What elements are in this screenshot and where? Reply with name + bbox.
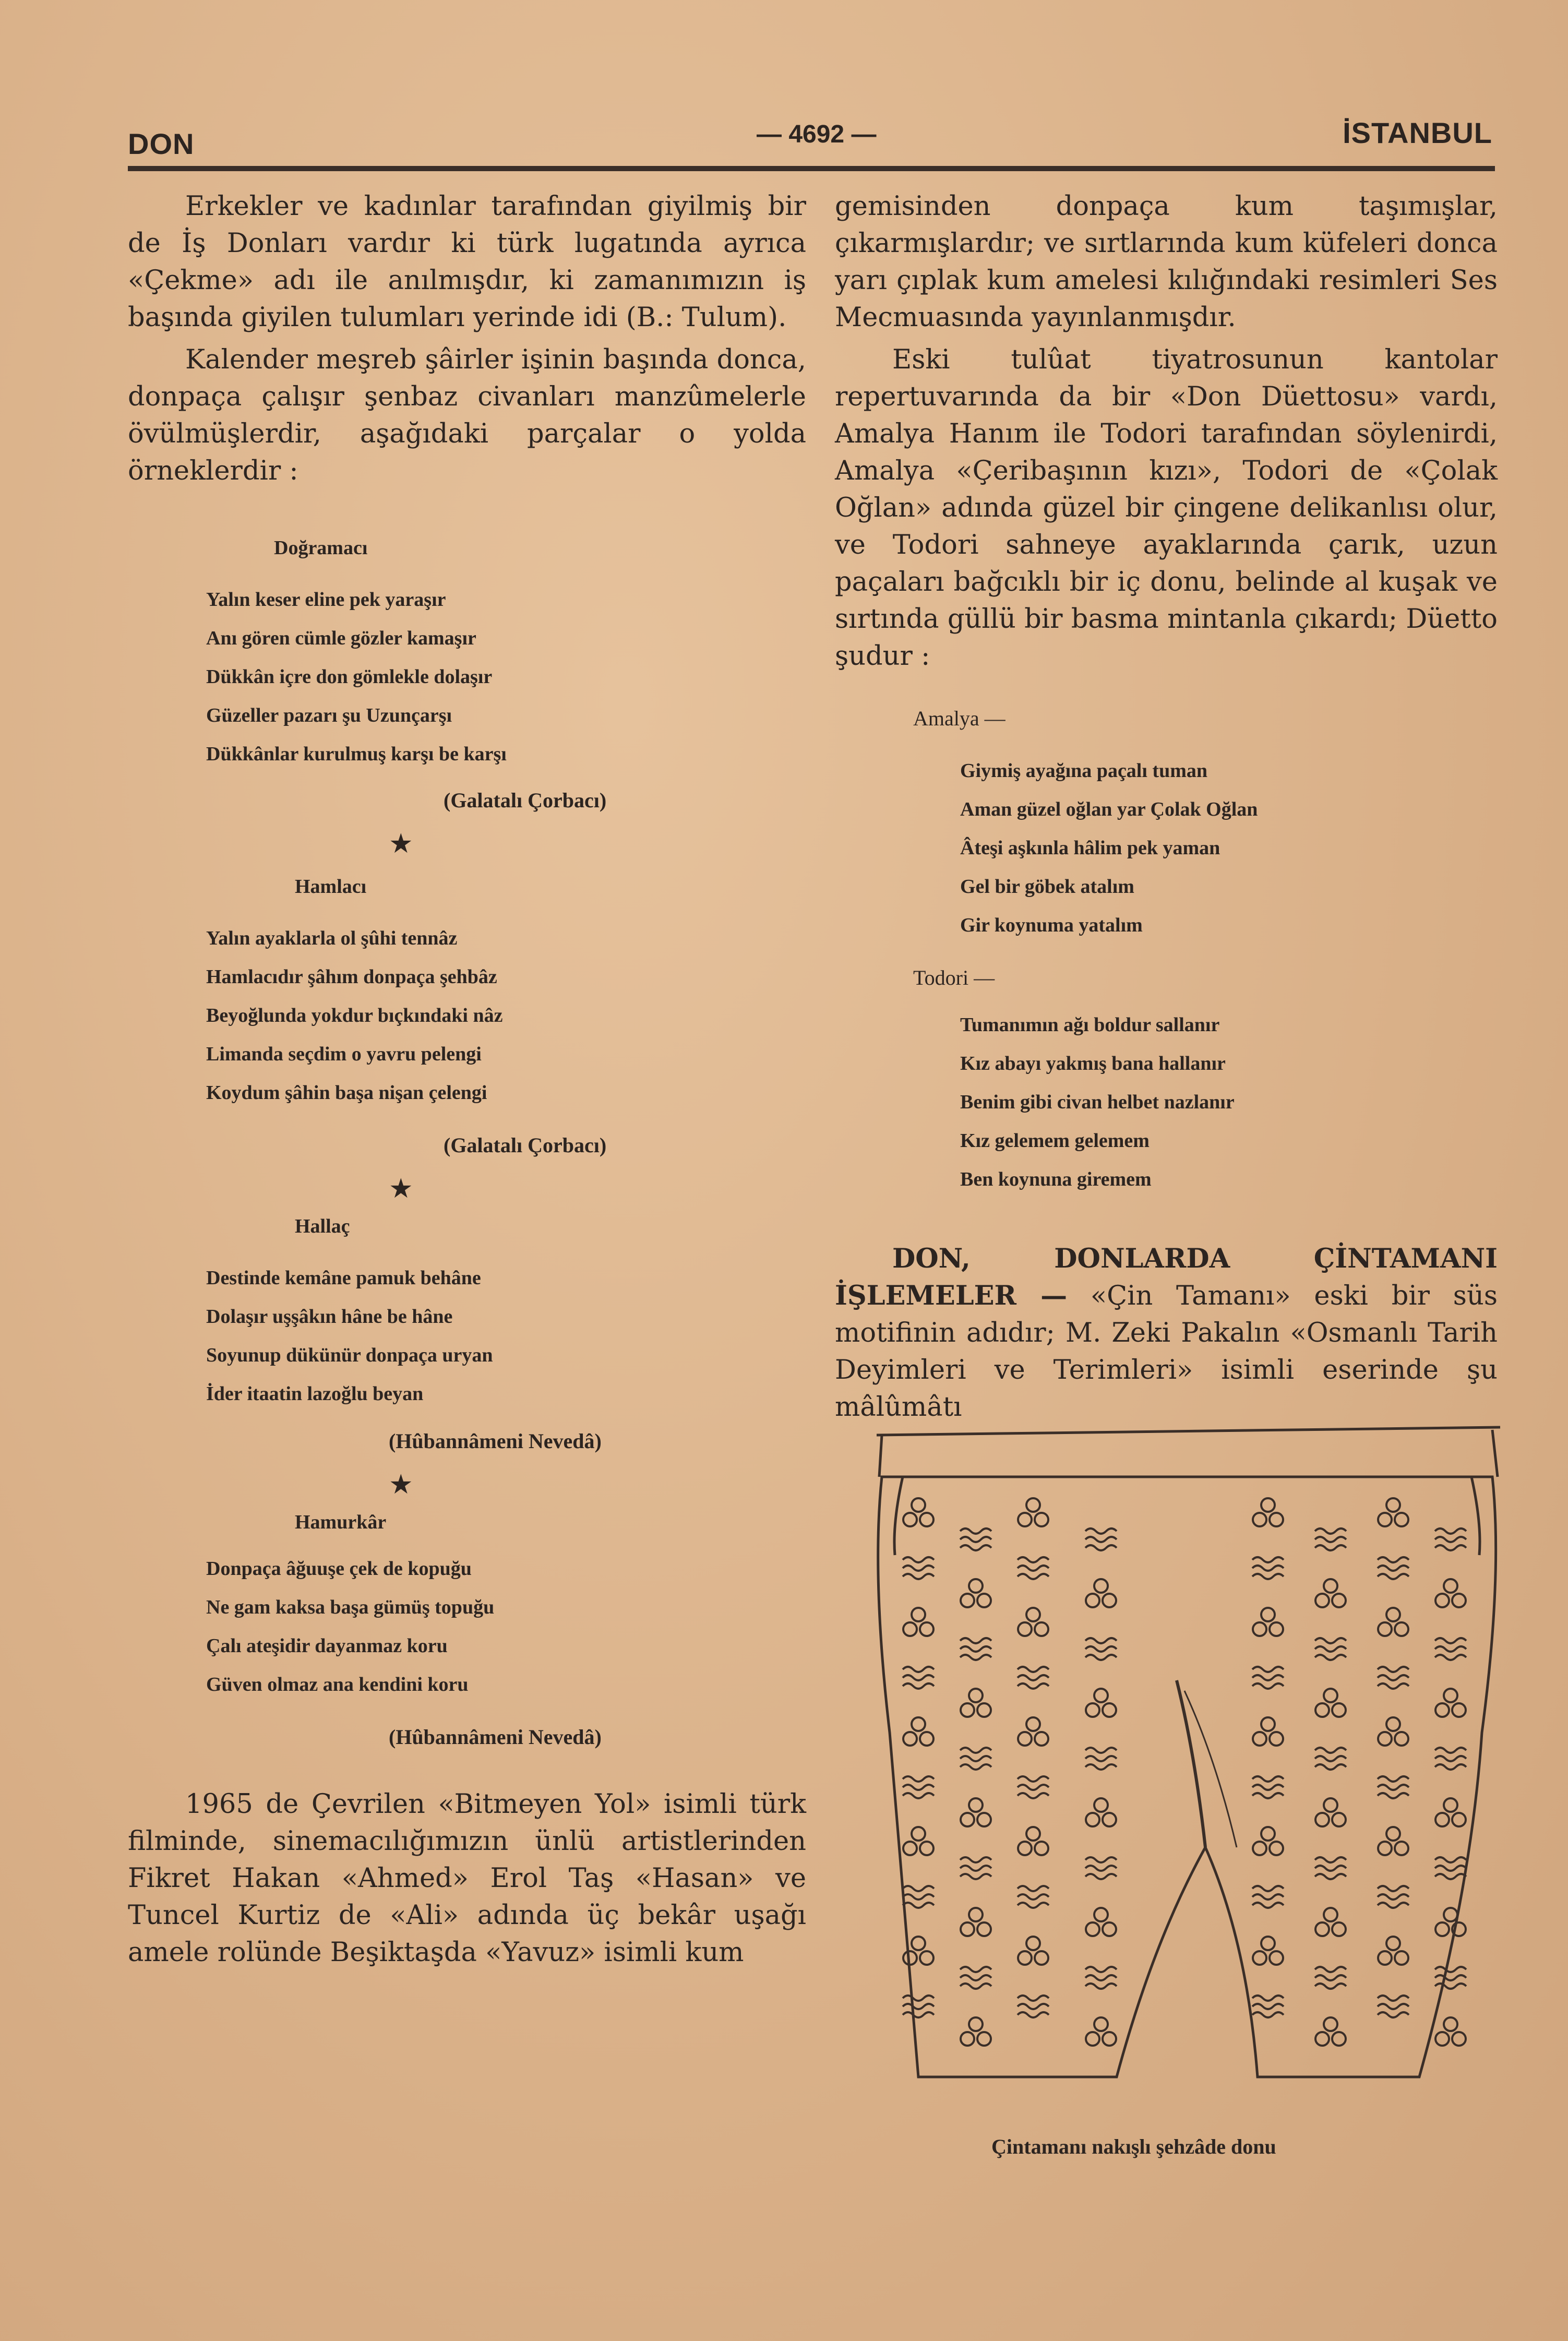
cintamani-motif [1253, 1717, 1283, 1746]
cintamani-motif [1086, 1689, 1116, 1717]
poem-line: Dükkânlar kurulmuş karşı be karşı [206, 743, 507, 765]
cintamani-motif [1435, 1638, 1466, 1660]
poem-block [128, 1511, 806, 1749]
poem-line: Ne gam kaksa başa gümüş topuğu [206, 1596, 495, 1618]
paragraph: gemisinden donpaça kum taşımışlar, çıkarmışlardır; ve sırtlarında kum küfeleri donca yarı çıplak kum amelesi kılığındaki resimleri Ses Mecmuasında yayınlanmışdır. [835, 191, 1498, 333]
cintamani-motif [1252, 1886, 1284, 1908]
speaker-label: Amalya — [913, 707, 1006, 730]
cintamani-motif [1315, 1748, 1346, 1770]
poem-attribution: (Hûbannâmeni Nevedâ) [389, 1725, 602, 1749]
poem-line: Anı gören cümle gözler kamaşır [206, 627, 476, 649]
cintamani-motif [1253, 1608, 1283, 1636]
cintamani-motif [1435, 1908, 1466, 1936]
cintamani-motif [1378, 1717, 1408, 1746]
poem-title: Hamurkâr [295, 1511, 387, 1533]
poem-line: Güven olmaz ana kendini koru [206, 1674, 469, 1695]
cintamani-motif [1435, 1689, 1466, 1717]
cintamani-motif [960, 1967, 991, 1989]
cintamani-motif [1378, 1827, 1408, 1855]
poem-block [128, 536, 806, 813]
cintamani-motif [1315, 1689, 1346, 1717]
cintamani-motif [1378, 1498, 1408, 1526]
poem-title: Doğramacı [274, 537, 368, 559]
poem-line: Beyoğlunda yokdur bıçkındaki nâz [206, 1005, 503, 1026]
cintamani-motif [1315, 1528, 1346, 1550]
header-rule [128, 166, 1495, 171]
cintamani-motif [903, 1608, 933, 1636]
illustration-cintamani-trousers [871, 1419, 1503, 2098]
star-ornament: ★ [389, 1173, 413, 1204]
poem-line: Hamlacıdır şâhım donpaça şehbâz [206, 966, 497, 988]
cintamani-motif [1378, 1667, 1409, 1689]
cintamani-motif [1085, 1857, 1117, 1879]
cintamani-motif [960, 1528, 991, 1550]
duet-part [835, 965, 1498, 1199]
duet-part [835, 706, 1498, 945]
cintamani-motif [1086, 1579, 1116, 1607]
cintamani-motif [1253, 1937, 1283, 1965]
cintamani-motif [1378, 1937, 1408, 1965]
poem-attribution: (Galatalı Çorbacı) [444, 789, 607, 812]
cintamani-motif [1018, 1937, 1048, 1965]
page-number: — 4692 — [757, 121, 877, 148]
poem-lines [206, 1549, 806, 1704]
poem-line: İder itaatin lazoğlu beyan [206, 1383, 424, 1405]
cintamani-motif [1086, 1798, 1116, 1826]
paragraph: Erkekler ve kadınlar tarafından giyilmiş bir de İş Donları vardır ki türk lugatında ayrıca «Çekme» adı ile anılmışdır, ki zamanımızın iş başında giyilen tulumları yerinde idi (B.: Tulum). [128, 191, 806, 333]
poem-line: Soyunup dükünür donpaça uryan [206, 1344, 493, 1366]
poem-line: Çalı ateşidir dayanmaz koru [206, 1635, 448, 1657]
cintamani-motif [1018, 1827, 1048, 1855]
cintamani-motif [1435, 1967, 1466, 1989]
cintamani-motif [1018, 1608, 1048, 1636]
cintamani-motif [1315, 1857, 1346, 1879]
cintamani-motif [1315, 1798, 1346, 1826]
cintamani-motif [1253, 1827, 1283, 1855]
cintamani-motif [1435, 2017, 1466, 2046]
cintamani-motif [1086, 1908, 1116, 1936]
duet-line: Kız abayı yakmış bana hallanır [960, 1053, 1226, 1074]
poem-block [128, 875, 806, 1157]
cintamani-motif [903, 1498, 933, 1526]
cintamani-motif [1435, 1579, 1466, 1607]
cintamani-motif [961, 1579, 991, 1607]
cintamani-motif [1018, 1996, 1049, 2017]
paragraph [835, 1240, 1498, 1426]
cintamani-motif [1435, 1748, 1466, 1770]
paragraph: Eski tulûat tiyatrosunun kantolar repertuvarında da bir «Don Düettosu» vardı, Amalya Hanım ile Todori tarafından söylenirdi, Amalya «Çeribaşının kızı», Todori de «Çolak Oğlan» adında güzel bir çingene delikanlısı olur, ve Todori sahneye ayaklarında çarık, uzun paçaları bağcıklı bir iç donu, belinde al kuşak ve sırtında güllü bir basma mintanla çıkardı; Düetto şudur : [835, 344, 1498, 672]
figure-caption: Çintamanı nakışlı şehzâde donu [991, 2135, 1276, 2158]
trousers-drawing [871, 1419, 1503, 2098]
cintamani-motif [960, 1748, 991, 1770]
cintamani-motif [1315, 1908, 1346, 1936]
cintamani-motif [1378, 1996, 1409, 2017]
cintamani-motif [903, 1717, 933, 1746]
cintamani-motif [961, 1689, 991, 1717]
cintamani-motif [903, 1996, 934, 2017]
poem-attribution: (Hûbannâmeni Nevedâ) [389, 1429, 602, 1453]
cintamani-motif [1435, 1798, 1466, 1826]
duet-line: Aman güzel oğlan yar Çolak Oğlan [960, 798, 1258, 820]
poem-title: Hamlacı [295, 876, 367, 898]
left-column [128, 188, 806, 1971]
running-head-right: İSTANBUL [1343, 116, 1492, 149]
paragraph: 1965 de Çevrilen «Bitmeyen Yol» isimli türk filminde, sinemacılığımızın ünlü artistlerinden Fikret Hakan «Ahmed» Erol Taş «Hasan» ve Tuncel Kurtiz de «Ali» adında üç bekâr uşağı amele rolünde Beşiktaşda «Yavuz» isimli kum [128, 1789, 806, 1968]
poem-title: Hallaç [295, 1215, 350, 1237]
duet-line: Benim gibi civan helbet nazlanır [960, 1091, 1235, 1113]
cintamani-motif [1315, 1967, 1346, 1989]
paragraph: Kalender meşreb şâirler işinin başında donca, donpaça çalışır şenbaz civanları manzûmelerle övülmüşlerdir, aşağıdaki parçalar o yolda örneklerdir : [128, 344, 806, 486]
star-ornament: ★ [389, 1469, 413, 1500]
cintamani-motif [960, 1638, 991, 1660]
duet-lines [960, 751, 1498, 945]
poem-lines [206, 580, 806, 773]
cintamani-motif [1018, 1667, 1049, 1689]
poem-line: Destinde kemâne pamuk behâne [206, 1267, 481, 1289]
poem-line: Dolaşır uşşâkın hâne be hâne [206, 1306, 453, 1328]
cintamani-motif [1252, 1557, 1284, 1579]
poem-line: Koydum şâhin başa nişan çelengi [206, 1082, 487, 1104]
cintamani-motif [1018, 1498, 1048, 1526]
cintamani-motif [1085, 1967, 1117, 1989]
cintamani-motif [1085, 1528, 1117, 1550]
poem-line: Güzeller pazarı şu Uzunçarşı [206, 704, 452, 726]
section-heading: DON, DONLARDA ÇİNTAMANI İŞLEMELER — [835, 1243, 1498, 1311]
cintamani-motif [1085, 1638, 1117, 1660]
running-head-left: DON [128, 127, 195, 160]
cintamani-motif [1252, 1996, 1284, 2017]
poem-attribution: (Galatalı Çorbacı) [444, 1133, 607, 1157]
cintamani-motif [1018, 1717, 1048, 1746]
cintamani-motif [961, 1798, 991, 1826]
cintamani-motif [1252, 1667, 1284, 1689]
poem-line: Limanda seçdim o yavru pelengi [206, 1043, 482, 1065]
cintamani-motif [1018, 1557, 1049, 1579]
poem-line: Dükkân içre don gömlekle dolaşır [206, 666, 493, 688]
duet-line: Ben koynuna giremem [960, 1168, 1152, 1190]
cintamani-motif [1315, 1579, 1346, 1607]
duet-line: Kız gelemem gelemem [960, 1130, 1150, 1152]
duet-line: Giymiş ayağına paçalı tuman [960, 760, 1207, 782]
cintamani-motif [961, 1908, 991, 1936]
duet-line: Gir koynuma yatalım [960, 914, 1143, 936]
duet-lines [960, 1006, 1498, 1199]
cintamani-motif [1378, 1557, 1409, 1579]
cintamani-motif [1253, 1498, 1283, 1526]
cintamani-motif [1378, 1886, 1409, 1908]
cintamani-motif [1435, 1857, 1466, 1879]
poem-block [128, 1215, 806, 1453]
cintamani-motif [1018, 1776, 1049, 1798]
poem-line: Yalın ayaklarla ol şûhi tennâz [206, 927, 458, 949]
duet-line: Âteşi aşkınla hâlim pek yaman [960, 837, 1220, 859]
cintamani-motif [1315, 1638, 1346, 1660]
right-column [835, 188, 1498, 1426]
cintamani-motif [903, 1827, 933, 1855]
cintamani-motif [903, 1557, 934, 1579]
cintamani-motif [1378, 1608, 1408, 1636]
cintamani-motif [961, 2017, 991, 2046]
star-ornament: ★ [389, 828, 413, 859]
cintamani-motif [1435, 1528, 1466, 1550]
poem-lines [206, 919, 806, 1112]
cintamani-motif [1018, 1886, 1049, 1908]
speaker-label: Todori — [913, 966, 995, 989]
cintamani-motif [1085, 1748, 1117, 1770]
poem-line: Donpaça âğuuşe çek de kopuğu [206, 1558, 472, 1580]
cintamani-motif [960, 1857, 991, 1879]
cintamani-motif [1378, 1776, 1409, 1798]
cintamani-motif [1086, 2017, 1116, 2046]
section-text: «Çin Tamanı» eski bir süs motifinin adıdır; M. Zeki Pakalın «Osmanlı Tarih Deyimleri ve Terimleri» isimli eserinde şu mâlûmâtı [835, 1281, 1498, 1423]
cintamani-motif [1252, 1776, 1284, 1798]
cintamani-motif [903, 1776, 934, 1798]
poem-lines [206, 1259, 806, 1413]
duet-line: Tumanımın ağı boldur sallanır [960, 1014, 1220, 1036]
cintamani-motif [903, 1667, 934, 1689]
poem-line: Yalın keser eline pek yaraşır [206, 589, 446, 611]
cintamani-motif [1315, 2017, 1346, 2046]
duet-line: Gel bir göbek atalım [960, 876, 1134, 898]
cintamani-motif [903, 1886, 934, 1908]
